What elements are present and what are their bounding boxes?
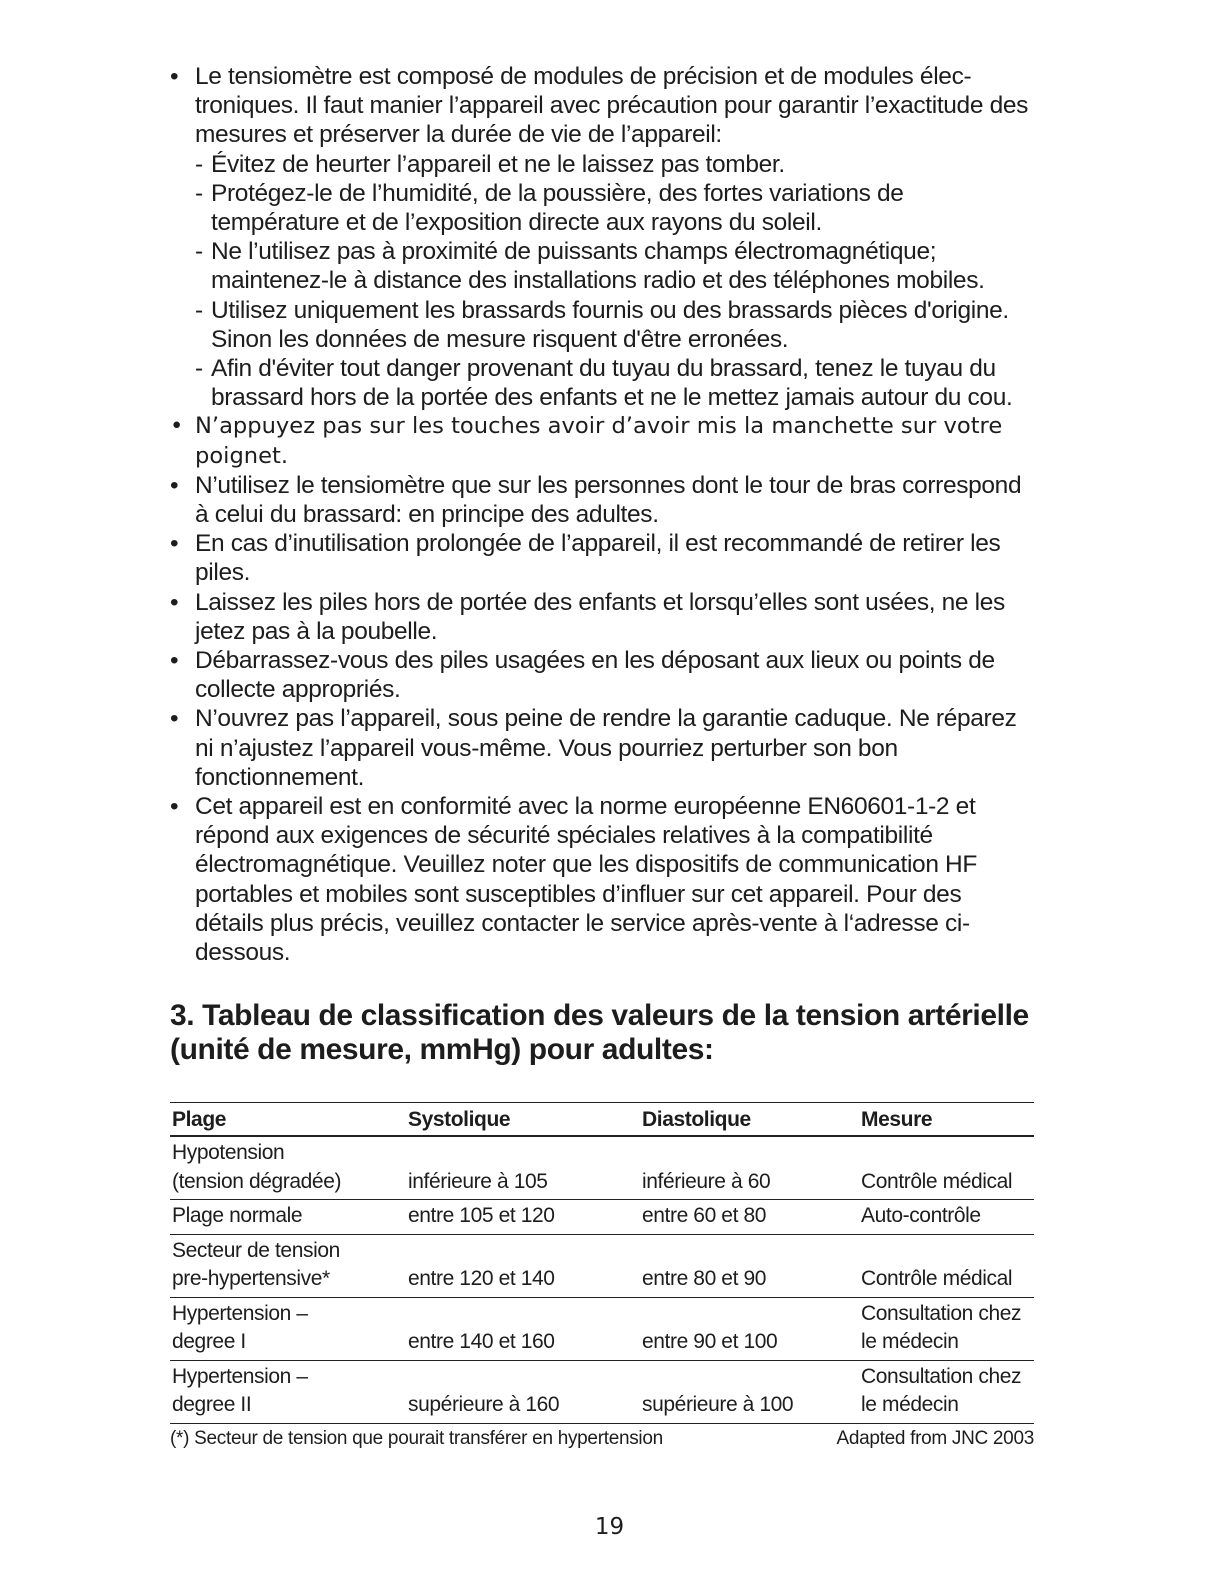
header-mesure: Mesure [859, 1103, 1034, 1137]
table-row [170, 1136, 1034, 1200]
bullet-item: • N’appuyez pas sur les touches avoir d’avoir mis la manchette sur votre poignet. [170, 412, 1036, 470]
cell-systolique: entre 120 et 140 [406, 1234, 640, 1297]
cell-plage: Plage normale [170, 1200, 406, 1235]
cell-diastolique: inférieure à 60 [640, 1136, 859, 1200]
sub-item: - Utilisez uniquement les brassards fournis ou des brassards pièces d'origine. Sinon les données de mesure risquent d'être erronées. [195, 296, 1036, 354]
cell-mesure: Contrôle médical [859, 1234, 1034, 1297]
sub-item: - Afin d'éviter tout danger provenant du tuyau du brassard, tenez le tuyau du brassard hors de la portée des enfants et ne le mettez jamais autour du cou. [195, 354, 1036, 412]
cell-diastolique: entre 90 et 100 [640, 1297, 859, 1360]
cell-systolique: entre 140 et 160 [406, 1297, 640, 1360]
cell-plage: Secteur de tension pre-hypertensive* [170, 1234, 406, 1297]
table-row [170, 1234, 1034, 1297]
table-source: Adapted from JNC 2003 [836, 1427, 1034, 1449]
cell-mesure: Consultation chez le médecin [859, 1297, 1034, 1360]
sub-item: - Évitez de heurter l’appareil et ne le laissez pas tomber. [195, 150, 1036, 179]
blood-pressure-table [170, 1102, 1034, 1424]
bullet-item: • N’ouvrez pas l’appareil, sous peine de rendre la garantie caduque. Ne réparez ni n’ajustez l’appareil vous-même. Vous pourriez perturber son bon fonctionnement. [170, 704, 1036, 792]
bullet-item: • Laissez les piles hors de portée des enfants et lorsqu’elles sont usées, ne les jetez pas à la poubelle. [170, 588, 1036, 646]
table-row [170, 1200, 1034, 1235]
bullet-item: • En cas d’inutilisation prolongée de l’appareil, il est recommandé de retirer les piles. [170, 529, 1036, 587]
cell-diastolique: supérieure à 100 [640, 1360, 859, 1423]
header-systolique: Systolique [406, 1103, 640, 1137]
page-number: 19 [594, 1514, 625, 1540]
cell-plage: Hypotension (tension dégradée) [170, 1136, 406, 1200]
sub-item: - Ne l’utilisez pas à proximité de puissants champs électromagnétique; maintenez-le à distance des installations radio et des téléphones mobiles. [195, 237, 1036, 295]
cell-mesure: Contrôle médical [859, 1136, 1034, 1200]
bullet-item: • Débarrassez-vous des piles usagées en les déposant aux lieux ou points de collecte appropriés. [170, 646, 1036, 704]
cell-plage: Hypertension – degree II [170, 1360, 406, 1423]
cell-diastolique: entre 60 et 80 [640, 1200, 859, 1235]
cell-mesure: Consultation chez le médecin [859, 1360, 1034, 1423]
table-row [170, 1360, 1034, 1423]
cell-systolique: inférieure à 105 [406, 1136, 640, 1200]
cell-diastolique: entre 80 et 90 [640, 1234, 859, 1297]
header-plage: Plage [170, 1103, 406, 1137]
cell-systolique: supérieure à 160 [406, 1360, 640, 1423]
bullet-item [170, 62, 1036, 412]
sub-item: - Protégez-le de l’humidité, de la poussière, des fortes variations de température et de l’exposition directe aux rayons du soleil. [195, 179, 1036, 237]
table-footer [170, 1427, 1034, 1451]
sub-list [195, 150, 1036, 413]
cell-plage: Hypertension – degree I [170, 1297, 406, 1360]
section-heading: 3. Tableau de classification des valeurs de la tension artérielle (unité de mesure, mmHg) pour adultes: [170, 999, 1029, 1067]
table-footnote: (*) Secteur de tension que pourait transférer en hypertension [170, 1427, 663, 1449]
bullet-text: Le tensiomètre est composé de modules de précision et de modules électroniques. Il faut manier l’appareil avec précaution pour garantir l’exactitude des mesures et préserver la durée de vie de l’appareil: [195, 63, 1029, 149]
cell-systolique: entre 105 et 120 [406, 1200, 640, 1235]
safety-bullet-list [170, 62, 1036, 967]
cell-mesure: Auto-contrôle [859, 1200, 1034, 1235]
page-content [170, 62, 1036, 1451]
table-row [170, 1297, 1034, 1360]
header-diastolique: Diastolique [640, 1103, 859, 1137]
bullet-item: • Cet appareil est en conformité avec la norme européenne EN60601-1-2 et répond aux exigences de sécurité spéciales relatives à la compatibilité électromagnétique. Veuillez noter que les dispositifs de communication HF portables et mobiles sont susceptibles d’influer sur cet appareil. Pour des détails plus précis, veuillez contacter le service après-vente à l‘adresse cidessous. [170, 792, 1036, 967]
table-header-row [170, 1103, 1034, 1137]
bullet-item: • N’utilisez le tensiomètre que sur les personnes dont le tour de bras correspond à celui du brassard: en principe des adultes. [170, 471, 1036, 529]
